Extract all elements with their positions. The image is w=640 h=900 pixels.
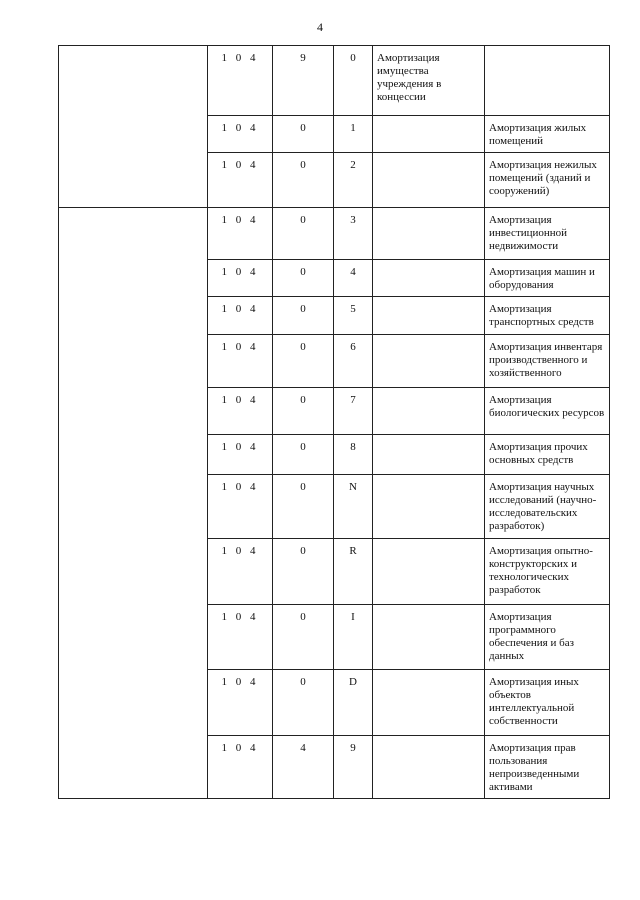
account-description-right: Амортизация нежилых помещений (зданий и сооружений) <box>485 153 610 208</box>
group-cell <box>59 46 208 208</box>
analytic-digit-2: 3 <box>334 208 373 260</box>
account-description-left <box>373 670 485 736</box>
analytic-digit-2: 4 <box>334 260 373 297</box>
analytic-digit-2: 9 <box>334 736 373 799</box>
account-code: 1 0 4 <box>208 435 273 475</box>
analytic-digit-2: 1 <box>334 116 373 153</box>
account-code: 1 0 4 <box>208 605 273 670</box>
account-description-right: Амортизация опытно-конструкторских и технологических разработок <box>485 539 610 605</box>
analytic-digit-1: 0 <box>273 297 334 335</box>
analytic-digit-1: 0 <box>273 475 334 539</box>
analytic-digit-1: 0 <box>273 116 334 153</box>
account-description-left <box>373 335 485 388</box>
account-code: 1 0 4 <box>208 208 273 260</box>
page-number: 4 <box>317 20 323 34</box>
account-code: 1 0 4 <box>208 670 273 736</box>
analytic-digit-1: 0 <box>273 260 334 297</box>
account-description-left <box>373 605 485 670</box>
account-description-left <box>373 539 485 605</box>
analytic-digit-1: 9 <box>273 46 334 116</box>
account-description-left: Амортизация имущества учреждения в концессии <box>373 46 485 116</box>
analytic-digit-1: 0 <box>273 208 334 260</box>
accounts-table <box>58 45 610 799</box>
account-description-left <box>373 435 485 475</box>
analytic-digit-2: 0 <box>334 46 373 116</box>
account-code: 1 0 4 <box>208 297 273 335</box>
analytic-digit-2: 5 <box>334 297 373 335</box>
account-description-right: Амортизация иных объектов интеллектуальной собственности <box>485 670 610 736</box>
account-description-right: Амортизация научных исследований (научно-исследовательских разработок) <box>485 475 610 539</box>
account-description-right: Амортизация прочих основных средств <box>485 435 610 475</box>
account-code: 1 0 4 <box>208 260 273 297</box>
account-description-right: Амортизация транспортных средств <box>485 297 610 335</box>
account-description-left <box>373 388 485 435</box>
account-description-left <box>373 297 485 335</box>
table-row <box>59 208 610 260</box>
account-code: 1 0 4 <box>208 116 273 153</box>
analytic-digit-1: 0 <box>273 388 334 435</box>
analytic-digit-1: 0 <box>273 435 334 475</box>
account-code: 1 0 4 <box>208 539 273 605</box>
analytic-digit-1: 0 <box>273 670 334 736</box>
group-cell <box>59 208 208 799</box>
analytic-digit-1: 0 <box>273 153 334 208</box>
analytic-digit-2: R <box>334 539 373 605</box>
analytic-digit-2: 8 <box>334 435 373 475</box>
account-description-right: Амортизация жилых помещений <box>485 116 610 153</box>
account-description-right: Амортизация машин и оборудования <box>485 260 610 297</box>
analytic-digit-2: 6 <box>334 335 373 388</box>
account-description-left <box>373 736 485 799</box>
account-code: 1 0 4 <box>208 475 273 539</box>
analytic-digit-1: 0 <box>273 605 334 670</box>
account-code: 1 0 4 <box>208 335 273 388</box>
account-code: 1 0 4 <box>208 736 273 799</box>
account-description-left <box>373 475 485 539</box>
analytic-digit-1: 4 <box>273 736 334 799</box>
account-description-left <box>373 116 485 153</box>
account-description-right: Амортизация инвентаря производственного и хозяйственного <box>485 335 610 388</box>
analytic-digit-2: 2 <box>334 153 373 208</box>
analytic-digit-2: I <box>334 605 373 670</box>
account-description-right: Амортизация прав пользования непроизведенными активами <box>485 736 610 799</box>
accounts-table-body <box>59 46 610 799</box>
account-code: 1 0 4 <box>208 153 273 208</box>
account-description-right: Амортизация программного обеспечения и баз данных <box>485 605 610 670</box>
account-description-left <box>373 260 485 297</box>
analytic-digit-1: 0 <box>273 539 334 605</box>
analytic-digit-1: 0 <box>273 335 334 388</box>
analytic-digit-2: N <box>334 475 373 539</box>
analytic-digit-2: D <box>334 670 373 736</box>
account-code: 1 0 4 <box>208 46 273 116</box>
account-description-left <box>373 153 485 208</box>
account-description-right <box>485 46 610 116</box>
account-description-right: Амортизация биологических ресурсов <box>485 388 610 435</box>
analytic-digit-2: 7 <box>334 388 373 435</box>
table-row <box>59 46 610 116</box>
account-code: 1 0 4 <box>208 388 273 435</box>
account-description-right: Амортизация инвестиционной недвижимости <box>485 208 610 260</box>
account-description-left <box>373 208 485 260</box>
